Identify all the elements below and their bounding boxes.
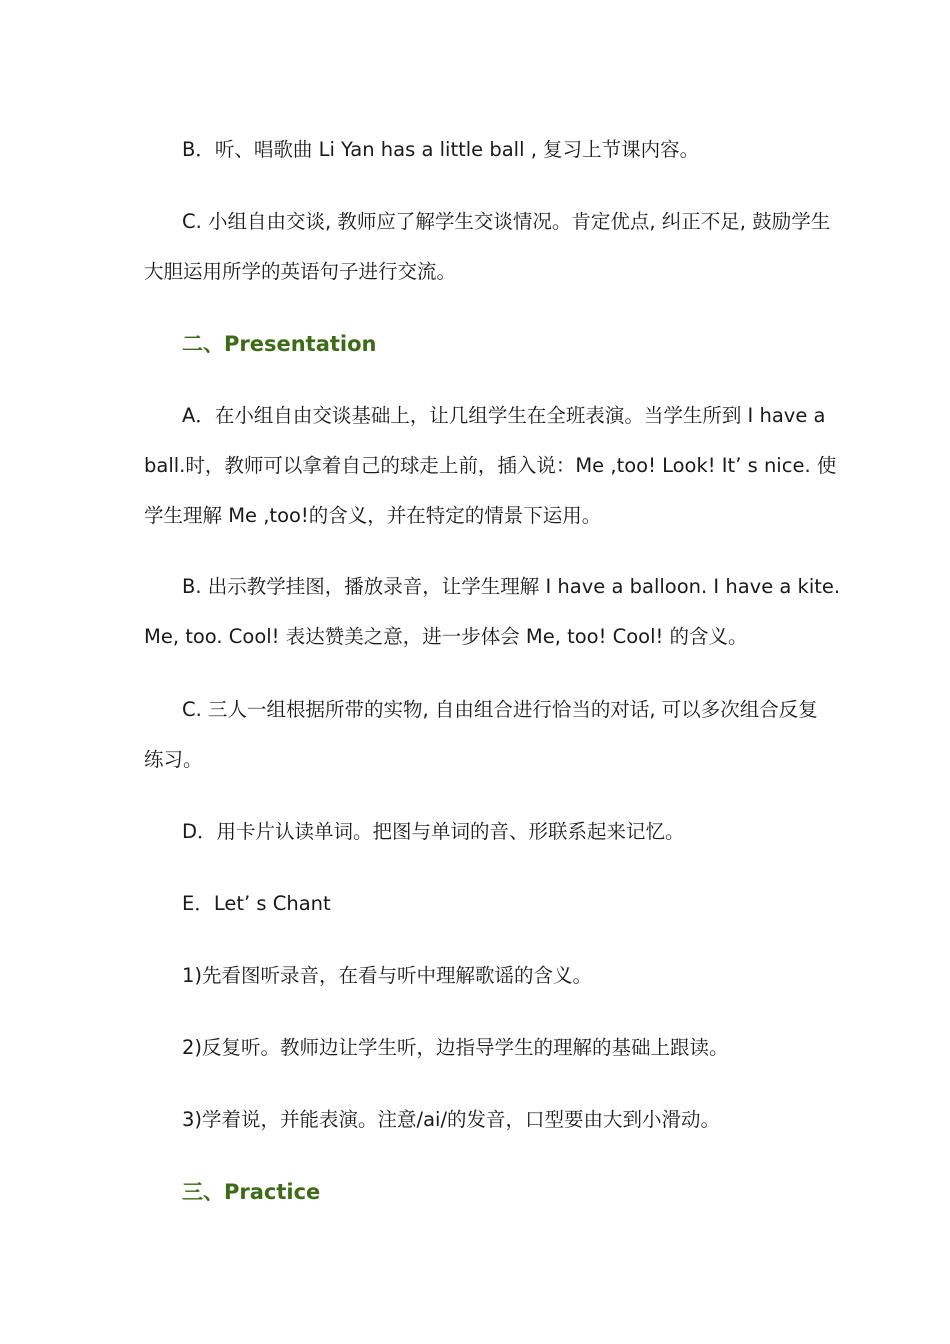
paragraph-e-lets-chant: E．Let’ s Chant: [182, 892, 331, 915]
paragraph-c-three-person-cont: 练习。: [144, 748, 203, 771]
paragraph-b-listen-sing: B．听、唱歌曲 Li Yan has a little ball , 复习上节课内容。: [182, 138, 700, 161]
paragraph-c-group-talk-cont: 大胆运用所学的英语句子进行交流。: [144, 260, 457, 283]
paragraph-a-perform-cont-2: 学生理解 Me ,too!的含义，并在特定的情景下运用。: [144, 504, 602, 527]
paragraph-b-wall-chart-cont: Me, too. Cool! 表达赞美之意，进一步体会 Me, too! Cool! 的含义。: [144, 625, 748, 648]
paragraph-a-perform-cont-1: ball.时，教师可以拿着自己的球走上前，插入说：Me ,too! Look! It’ s nice. 使: [144, 454, 837, 477]
paragraph-b-wall-chart: B. 出示教学挂图，播放录音，让学生理解 I have a balloon. I have a kite.: [182, 575, 841, 598]
list-item-chant-2: 2)反复听。教师边让学生听，边指导学生的理解的基础上跟读。: [182, 1036, 729, 1059]
paragraph-a-perform: A．在小组自由交谈基础上，让几组学生在全班表演。当学生所到 I have a: [182, 404, 826, 427]
paragraph-c-three-person: C. 三人一组根据所带的实物, 自由组合进行恰当的对话, 可以多次组合反复: [182, 698, 818, 721]
list-item-chant-3: 3)学着说，并能表演。注意/ai/的发音，口型要由大到小滑动。: [182, 1108, 721, 1131]
list-item-chant-1: 1)先看图听录音，在看与听中理解歌谣的含义。: [182, 964, 593, 987]
paragraph-d-word-cards: D．用卡片认读单词。把图与单词的音、形联系起来记忆。: [182, 820, 685, 843]
paragraph-c-group-talk: C. 小组自由交谈, 教师应了解学生交谈情况。肯定优点, 纠正不足, 鼓励学生: [182, 210, 831, 233]
section-heading-presentation: 二、Presentation: [182, 332, 377, 356]
section-heading-practice: 三、Practice: [182, 1180, 321, 1204]
